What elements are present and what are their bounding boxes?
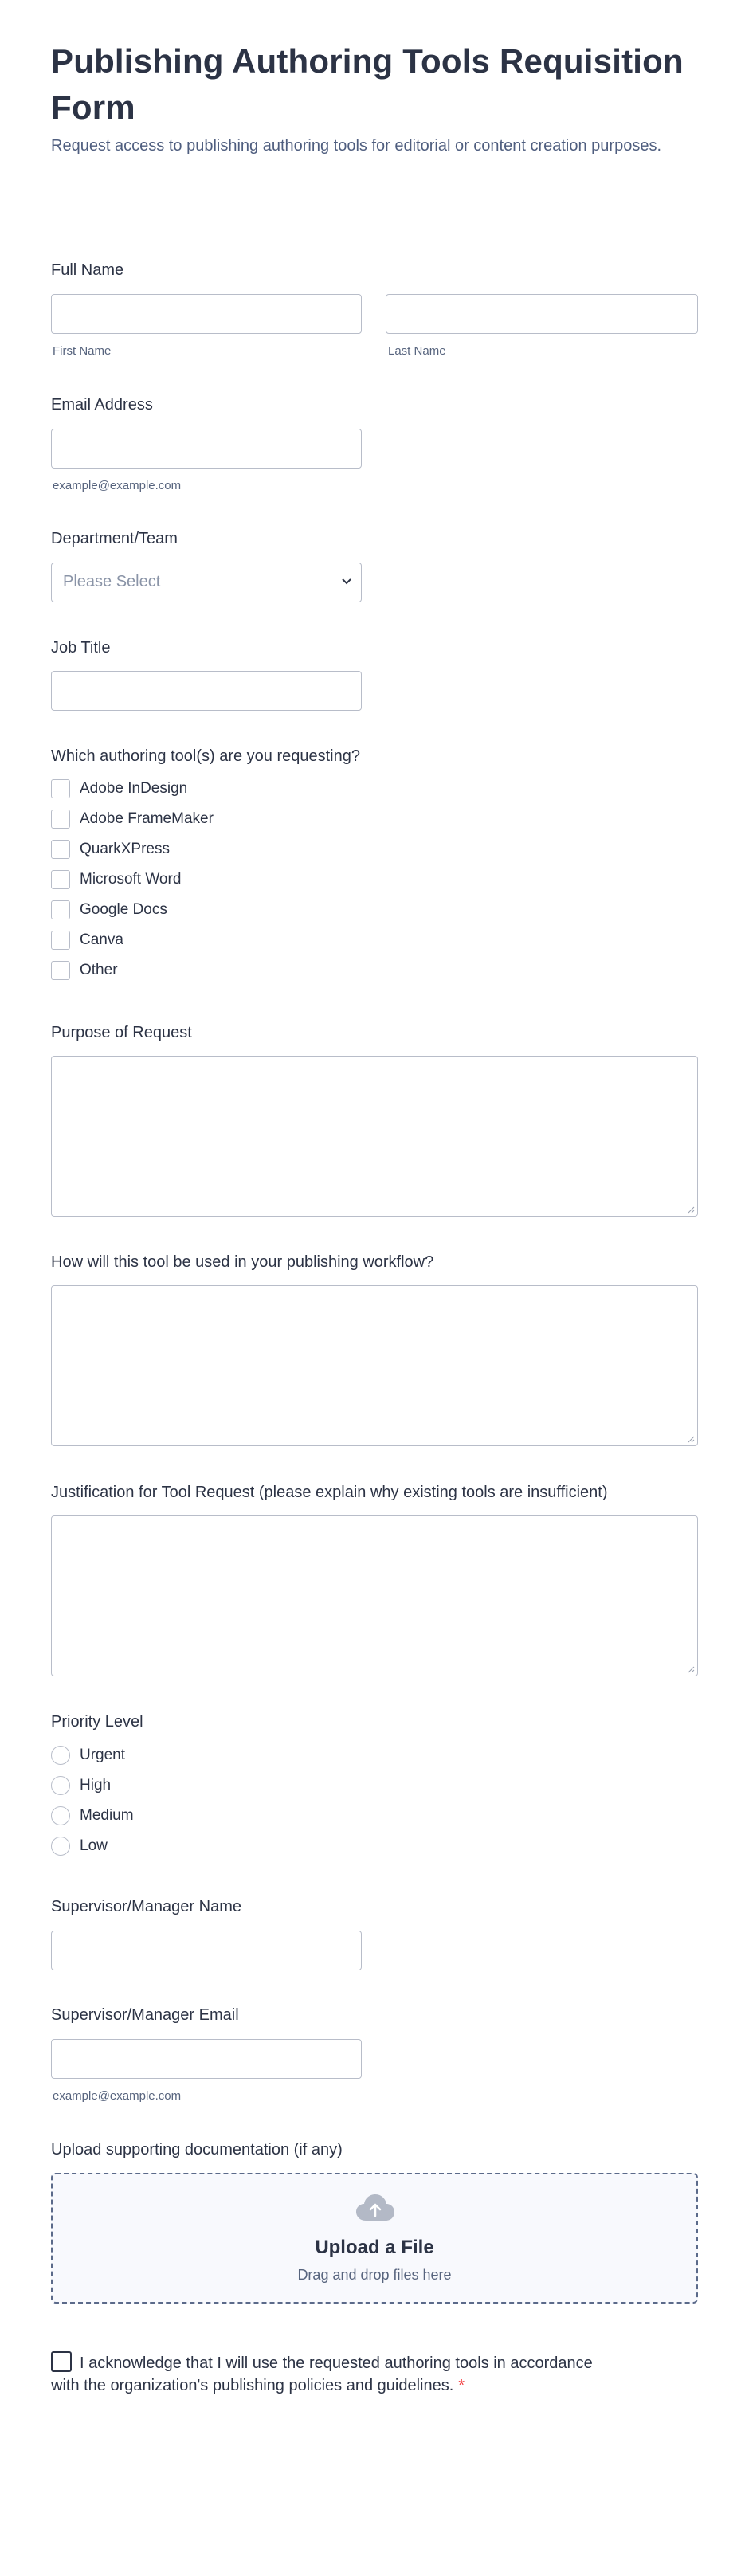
form-subtitle: Request access to publishing authoring tools for editorial or content creation purposes. — [51, 137, 662, 155]
purpose-textarea[interactable] — [51, 1056, 698, 1217]
cloud-upload-icon — [355, 2192, 396, 2224]
tool-option[interactable] — [51, 779, 187, 798]
priority-option-label: Urgent — [80, 1747, 126, 1763]
tool-option[interactable] — [51, 870, 181, 889]
priority-option-label: Medium — [80, 1807, 134, 1824]
tool-option[interactable] — [51, 840, 170, 859]
full-name-label: Full Name — [51, 261, 124, 279]
tool-option-label: Adobe FrameMaker — [80, 810, 214, 827]
tool-option-label: Canva — [80, 931, 124, 948]
department-label: Department/Team — [51, 530, 178, 547]
priority-option[interactable] — [51, 1806, 134, 1825]
acknowledge-checkbox-row[interactable] — [51, 2351, 609, 2397]
checkbox[interactable] — [51, 810, 70, 829]
last-name-sublabel: Last Name — [388, 344, 446, 358]
upload-title: Upload a File — [315, 2237, 434, 2258]
required-asterisk: * — [458, 2377, 465, 2394]
tool-option-label: Other — [80, 962, 118, 978]
last-name-input[interactable] — [386, 294, 698, 334]
radio-button[interactable] — [51, 1746, 70, 1765]
resize-grip-icon[interactable] — [687, 1665, 695, 1673]
tools-label: Which authoring tool(s) are you requesting? — [51, 747, 360, 765]
department-select[interactable] — [51, 563, 362, 602]
supervisor-name-input[interactable] — [51, 1931, 362, 1970]
email-label: Email Address — [51, 396, 153, 414]
chevron-down-icon — [340, 574, 353, 587]
priority-label: Priority Level — [51, 1713, 143, 1731]
resize-grip-icon[interactable] — [687, 1435, 695, 1443]
priority-option-label: High — [80, 1777, 112, 1794]
department-placeholder: Please Select — [63, 573, 161, 590]
acknowledge-checkbox[interactable] — [51, 2351, 72, 2372]
email-input[interactable] — [51, 429, 362, 469]
supervisor-email-input[interactable] — [51, 2039, 362, 2079]
radio-button[interactable] — [51, 1806, 70, 1825]
tool-option-label: Google Docs — [80, 901, 167, 918]
job-title-input[interactable] — [51, 671, 362, 711]
email-sublabel: example@example.com — [53, 479, 182, 492]
checkbox[interactable] — [51, 931, 70, 950]
priority-option-label: Low — [80, 1837, 108, 1854]
supervisor-email-sublabel: example@example.com — [53, 2089, 182, 2103]
job-title-label: Job Title — [51, 639, 111, 657]
workflow-textarea[interactable] — [51, 1285, 698, 1446]
priority-option[interactable] — [51, 1776, 111, 1795]
form-header — [0, 0, 741, 198]
tool-option[interactable] — [51, 810, 214, 829]
checkbox[interactable] — [51, 779, 70, 798]
workflow-label: How will this tool be used in your publishing workflow? — [51, 1253, 434, 1271]
justification-textarea[interactable] — [51, 1515, 698, 1676]
radio-button[interactable] — [51, 1837, 70, 1856]
purpose-label: Purpose of Request — [51, 1024, 192, 1041]
checkbox[interactable] — [51, 961, 70, 980]
tool-option[interactable] — [51, 900, 167, 919]
supervisor-name-label: Supervisor/Manager Name — [51, 1898, 241, 1915]
tool-option[interactable] — [51, 931, 124, 950]
file-upload-dropzone[interactable] — [51, 2173, 698, 2304]
acknowledge-text: I acknowledge that I will use the requested authoring tools in accordance with the organization's publishing policies and guidelines. — [51, 2354, 593, 2394]
checkbox[interactable] — [51, 900, 70, 919]
tool-option-label: Adobe InDesign — [80, 780, 188, 797]
tool-option-label: Microsoft Word — [80, 871, 182, 888]
tool-option[interactable] — [51, 961, 118, 980]
priority-option[interactable] — [51, 1837, 108, 1856]
justification-label: Justification for Tool Request (please explain why existing tools are insufficient) — [51, 1484, 608, 1501]
supervisor-email-label: Supervisor/Manager Email — [51, 2006, 239, 2024]
upload-label: Upload supporting documentation (if any) — [51, 2141, 343, 2158]
checkbox[interactable] — [51, 840, 70, 859]
radio-button[interactable] — [51, 1776, 70, 1795]
first-name-sublabel: First Name — [53, 344, 112, 358]
checkbox[interactable] — [51, 870, 70, 889]
tool-option-label: QuarkXPress — [80, 841, 170, 857]
form-title: Publishing Authoring Tools Requisition Form — [51, 42, 684, 126]
first-name-input[interactable] — [51, 294, 362, 334]
upload-subtitle: Drag and drop files here — [297, 2267, 452, 2283]
resize-grip-icon[interactable] — [687, 1206, 695, 1214]
priority-option[interactable] — [51, 1746, 125, 1765]
